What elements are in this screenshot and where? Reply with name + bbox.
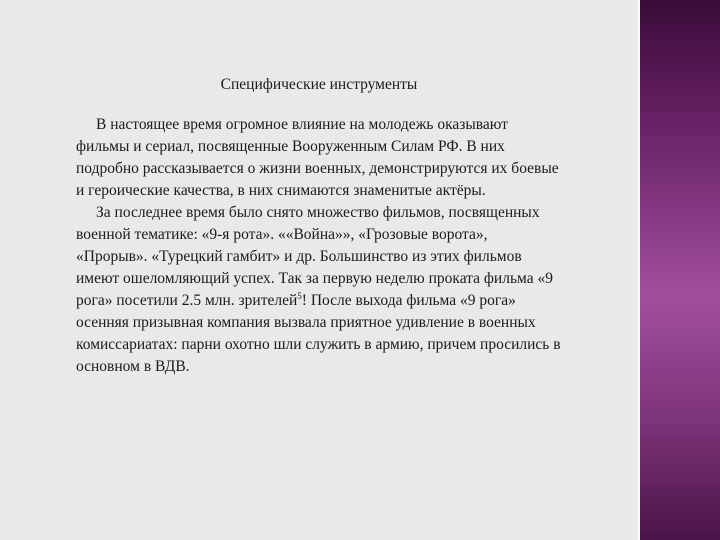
paragraph-2 bbox=[76, 202, 562, 378]
paragraph-2-part-1: За последнее время было снято множество фильмов, посвященных военной тематике: «9-я рота». ««Война»», «Грозовые ворота», «Прорыв». «Турецкий гамбит» и др. Большинство из этих фильмов имеют ошеломляющий успех. Так за первую неделю проката фильма «9 рога» посетили 2.5 млн. зрителей bbox=[76, 204, 553, 309]
footnote-marker: 5 bbox=[297, 290, 302, 301]
slide-title: Специфические инструменты bbox=[220, 76, 418, 93]
slide-body bbox=[76, 114, 562, 378]
decorative-side-band bbox=[640, 0, 720, 540]
paragraph-1: В настоящее время огромное влияние на молодежь оказывают фильмы и сериал, посвященные Вооруженным Силам РФ. В них подробно рассказывается о жизни военных, демонстрируются их боевые и героические качества, в них снимаются знаменитые актёры. bbox=[76, 116, 559, 199]
paragraph-2-part-2: ! После выхода фильма «9 рога» осенняя призывная компания вызвала приятное удивление в военных комиссариатах: парни охотно шли служить в армию, причем просились в основном в ВДВ. bbox=[76, 292, 561, 375]
